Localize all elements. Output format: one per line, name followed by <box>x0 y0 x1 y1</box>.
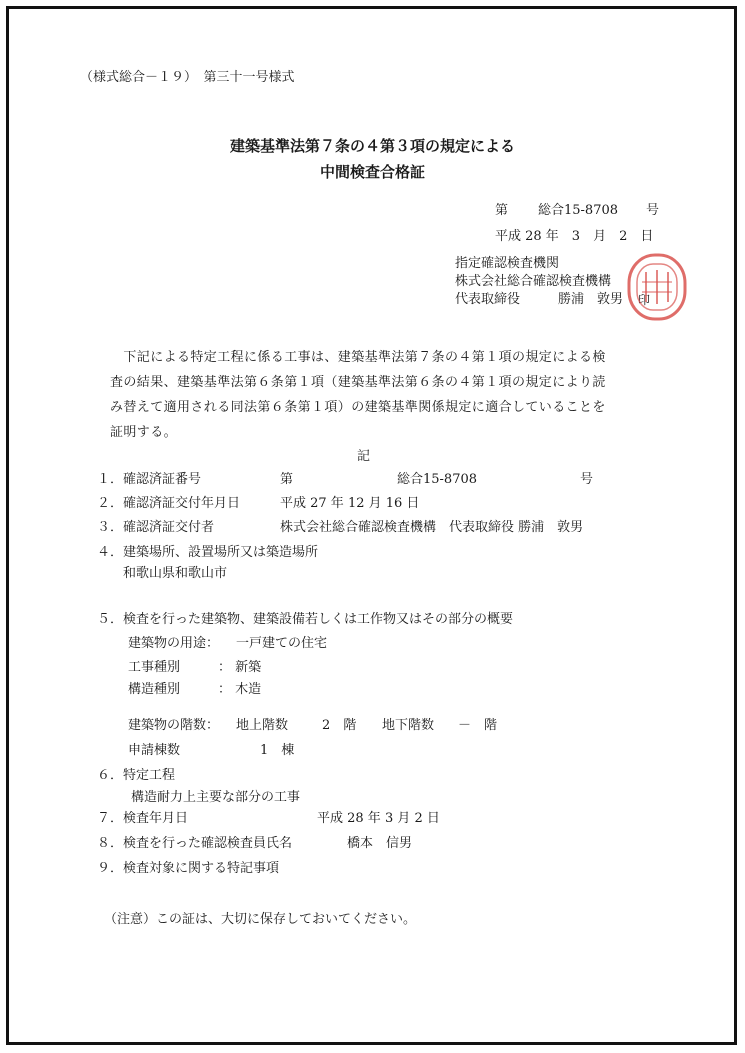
structure-type-value: ： 木造 <box>218 682 262 697</box>
issuer-type: 指定確認検査機関 <box>455 256 560 271</box>
item-2-value: 平成 27 年 12 月 16 日 <box>280 496 420 511</box>
redacted-recipient-area <box>88 206 404 270</box>
work-type-label: 工事種別 <box>128 660 181 675</box>
item-8-number: ８． <box>97 836 124 851</box>
item-3-number: ３． <box>97 520 124 535</box>
paragraph-line: 下記による特定工程に係る工事は、建築基準法第７条の４第１項の規定による検 <box>110 350 606 365</box>
item-4-value: 和歌山県和歌山市 <box>123 566 228 581</box>
item-6-number: ６． <box>97 768 124 783</box>
building-count-value: 1 棟 <box>260 743 295 758</box>
building-use-value: 一戸建ての住宅 <box>236 636 328 651</box>
paragraph-line: 証明する。 <box>110 425 178 440</box>
floors-label: 建築物の階数： <box>128 718 220 733</box>
item-4-label: 建築場所、設置場所又は築造場所 <box>123 545 319 560</box>
certification-paragraph <box>110 345 650 445</box>
item-2-number: ２． <box>97 496 124 511</box>
item-1-value: 総合15-8708 <box>397 472 478 487</box>
cert-number-prefix: 第 <box>495 203 509 218</box>
cert-number: 総合15-8708 <box>538 203 619 218</box>
item-3-label: 確認済証交付者 <box>123 520 215 535</box>
item-7-value: 平成 28 年 3 月 2 日 <box>317 811 440 826</box>
item-9-label: 検査対象に関する特記事項 <box>123 861 280 876</box>
above-ground-value: 2 階 <box>322 718 357 733</box>
paragraph-line: み替えて適用される同法第６条第１項）の建築基準関係規定に適合していることを <box>110 400 606 415</box>
work-type-value: ： 新築 <box>218 660 262 675</box>
item-1-label: 確認済証番号 <box>123 472 202 487</box>
building-count-label: 申請棟数 <box>128 743 181 758</box>
item-1-prefix: 第 <box>280 472 294 487</box>
document-subtitle: 中間検査合格証 <box>319 163 425 181</box>
item-1-number: １． <box>97 472 124 487</box>
cert-number-suffix: 号 <box>646 203 660 218</box>
item-2-label: 確認済証交付年月日 <box>123 496 241 511</box>
structure-type-label: 構造種別 <box>128 682 181 697</box>
below-ground-label: 地下階数 <box>382 718 435 733</box>
item-5-number: ５． <box>97 612 124 627</box>
below-ground-value: － 階 <box>458 718 498 733</box>
item-8-label: 検査を行った確認検査員氏名 <box>123 836 293 851</box>
item-6-value: 構造耐力上主要な部分の工事 <box>131 790 301 805</box>
item-8-value: 橋本 信男 <box>347 836 413 851</box>
company-seal-icon <box>626 252 688 322</box>
above-ground-label: 地上階数 <box>236 718 289 733</box>
item-5-label: 検査を行った建築物、建築設備若しくは工作物又はその部分の概要 <box>123 612 514 627</box>
form-code: （様式総合－１９） 第三十一号様式 <box>80 70 295 85</box>
issuer-company: 株式会社総合確認検査機構 <box>455 274 612 289</box>
paragraph-line: 査の結果、建築基準法第６条第１項（建築基準法第６条の４第１項の規定により読 <box>110 375 606 390</box>
item-6-label: 特定工程 <box>123 768 176 783</box>
issue-date: 平成 28 年 3 月 2 日 <box>495 229 654 244</box>
building-use-label: 建築物の用途： <box>128 636 220 651</box>
ki-heading: 記 <box>357 449 371 464</box>
item-1-suffix: 号 <box>580 472 594 487</box>
item-7-label: 検査年月日 <box>123 811 189 826</box>
document-title: 建築基準法第７条の４第３項の規定による <box>229 137 515 155</box>
item-3-value: 株式会社総合確認検査機構 代表取締役 勝浦 敦男 <box>280 520 584 535</box>
item-7-number: ７． <box>97 811 124 826</box>
storage-note: （注意）この証は、大切に保存しておいてください。 <box>104 912 417 927</box>
seal-mark: 印 <box>638 293 651 307</box>
issuer-name: 勝浦 敦男 <box>558 292 624 307</box>
issuer-role: 代表取締役 <box>455 292 521 307</box>
item-4-number: ４． <box>97 545 124 560</box>
item-9-number: ９． <box>97 861 124 876</box>
